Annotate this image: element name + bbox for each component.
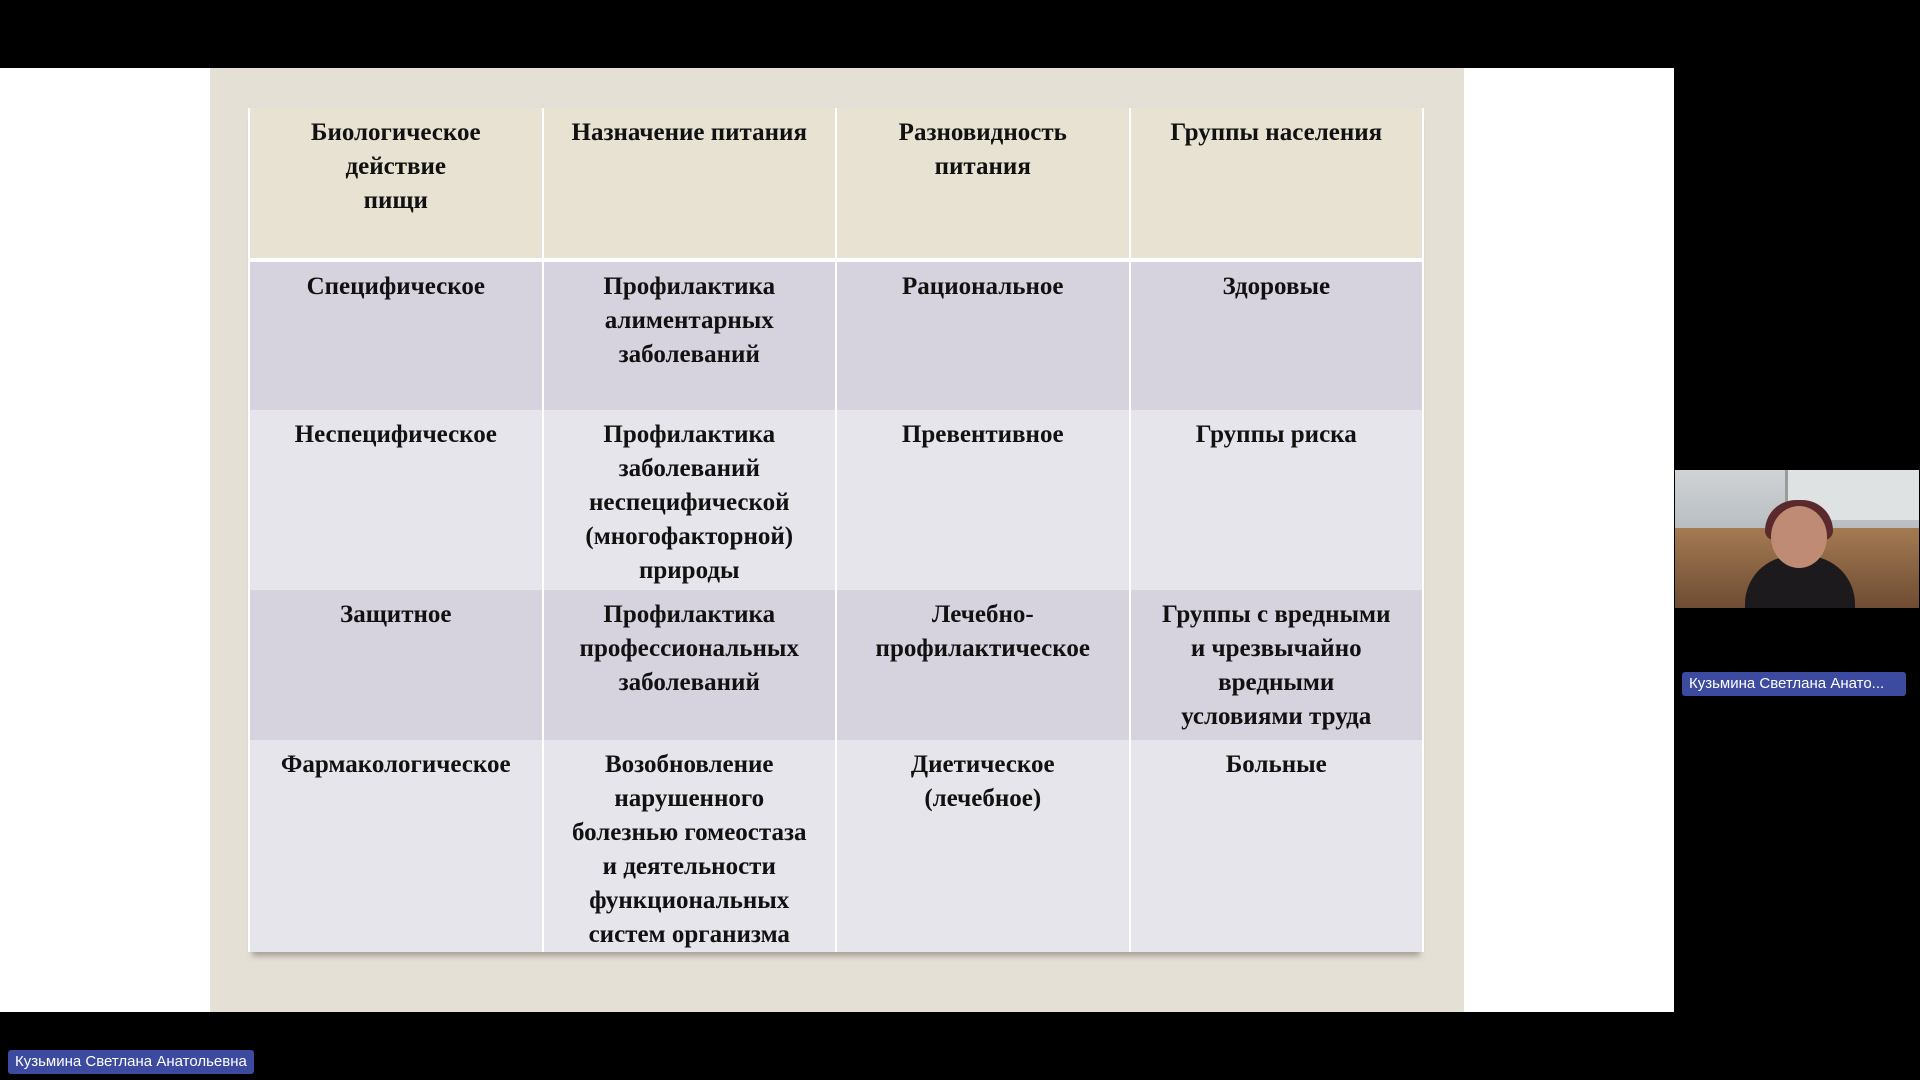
table-cell: Превентивное	[836, 410, 1130, 590]
table-row	[249, 260, 1423, 410]
table-cell: Профилактика заболеваний неспецифической (многофакторной) природы	[543, 410, 837, 590]
presentation-slide	[210, 68, 1464, 1012]
presenter-name-badge: Кузьмина Светлана Анатольевна	[8, 1050, 254, 1074]
table-cell: Диетическое (лечебное)	[836, 740, 1130, 952]
table-cell: Профилактика алиментарных заболеваний	[543, 260, 837, 410]
table-cell: Рациональное	[836, 260, 1130, 410]
table-cell: Группы с вредными и чрезвычайно вредными условиями труда	[1130, 590, 1424, 740]
table-row	[249, 740, 1423, 952]
header-purpose: Назначение питания	[543, 108, 837, 260]
table-cell: Профилактика профессиональных заболеваний	[543, 590, 837, 740]
table-header-row	[249, 108, 1423, 260]
header-population-groups: Группы населения	[1130, 108, 1424, 260]
table-row	[249, 410, 1423, 590]
screen-share-area	[0, 68, 1674, 1012]
table-cell: Больные	[1130, 740, 1424, 952]
table-cell: Здоровые	[1130, 260, 1424, 410]
table-cell: Группы риска	[1130, 410, 1424, 590]
participant-video-tile[interactable]	[1675, 470, 1919, 608]
table-cell: Фармакологическое	[249, 740, 543, 952]
table-cell: Специфическое	[249, 260, 543, 410]
header-nutrition-type: Разновидность питания	[836, 108, 1130, 260]
table-cell: Возобновление нарушенного болезнью гомеостаза и деятельности функциональных систем организма	[543, 740, 837, 952]
header-biological-action: Биологическое действие пищи	[249, 108, 543, 260]
participant-name-badge: Кузьмина Светлана Анато...	[1682, 672, 1906, 696]
participant-figure	[1771, 506, 1827, 568]
table-row	[249, 590, 1423, 740]
table-cell: Защитное	[249, 590, 543, 740]
table-cell: Неспецифическое	[249, 410, 543, 590]
table-wrapper	[248, 108, 1424, 952]
nutrition-table	[248, 108, 1424, 952]
table-cell: Лечебно- профилактическое	[836, 590, 1130, 740]
